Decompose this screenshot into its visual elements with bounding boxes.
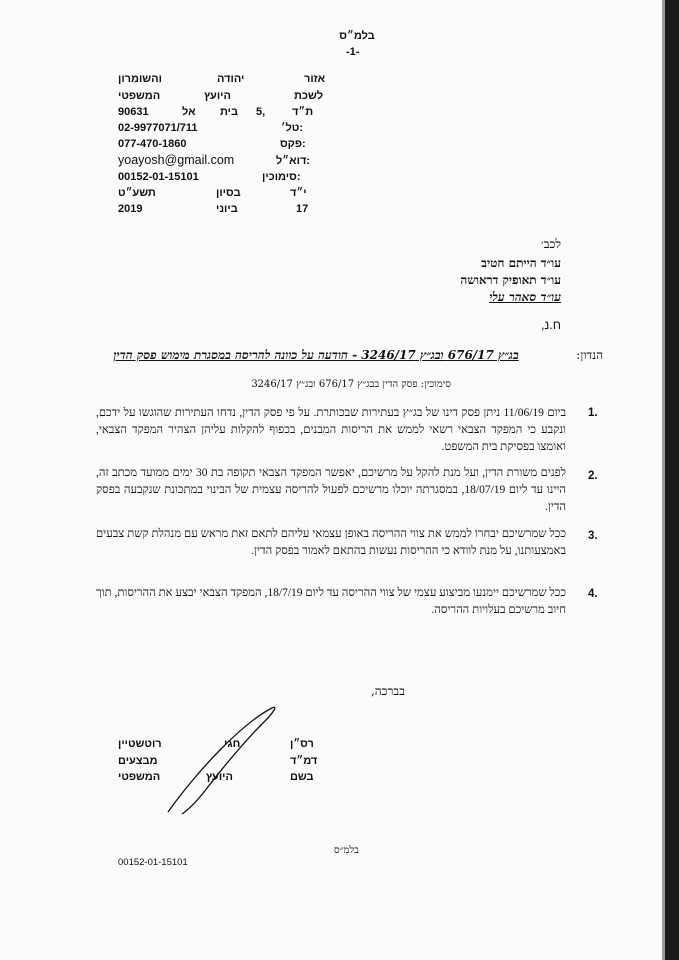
scan-edge [665, 0, 679, 960]
on-behalf-1: בשם [290, 771, 314, 783]
address-label: ת״ד [292, 106, 314, 118]
sender-org-3: והשומרון [118, 73, 162, 85]
recipient-1: עו״ד הייתם חטיב [481, 256, 561, 270]
paragraph-text: ככל שמרשיכם יימנעו מביצוע עצמי של צווי ההריסה עד ליום 18/7/19, המפקד הצבאי יבצע את ההריסות, תוך חיוב מרשיכם בעלויות ההריסה. [96, 587, 566, 616]
paragraph-number: 1. [588, 407, 598, 419]
date-year: 2019 [118, 203, 143, 215]
subject-text: בג״ץ 676/17 ובג״ץ 3246/17 - הודעה על כוונה להריסה במסגרת מימוש פסק הדין [113, 348, 519, 362]
paragraph-number: 4. [588, 588, 598, 600]
date-hebrew-day: י״ד [290, 187, 307, 199]
recipient-3: עו״ד סאהר עלי [489, 290, 561, 304]
ref-label: סימוכין: [262, 171, 301, 183]
sender-org-1: אזור [304, 73, 326, 85]
paragraph-text: ככל שמרשיכם יבחרו לממש את צווי ההריסה באופן עצמאי עליהם לתאם זאת מראש עם מנהלת קשת צבעים באמצעותנו, על מנת לוודא כי ההריסות נעשות בהתאם לאמור בפסק הדין. [96, 528, 566, 557]
email-label: דוא״ל: [276, 155, 311, 167]
on-behalf-3: המשפטי [118, 771, 161, 783]
date-hebrew-month: בסיון [216, 187, 241, 199]
scan-edge-shadow [662, 0, 665, 960]
classification-bottom: בלמ״ס [334, 845, 359, 856]
footer-ref: 00152-01-15101 [118, 857, 188, 868]
signer-role-dept: מבצעים [118, 755, 158, 767]
email-value: yoayosh@gmail.com [118, 153, 235, 167]
on-behalf-2: היועץ [206, 771, 233, 783]
fax-value: 077-470-1860 [118, 138, 187, 150]
sender-office-2: היועץ [204, 90, 231, 102]
greeting: ח.נ, [540, 318, 561, 332]
phone-label: טל׳: [281, 122, 303, 134]
recipient-2: עו״ד תאופיק דראושה [460, 273, 561, 287]
signer-first-name: חגי [224, 738, 241, 750]
subject-label: הנדון: [576, 348, 603, 362]
date-day: 17 [296, 203, 309, 215]
subject-ref: סימוכין: פסק הדין בבג״ץ 676/17 ובג״ץ 3246/17 [251, 379, 451, 390]
address-part-3: אל [182, 106, 196, 118]
sender-office-3: המשפטי [118, 90, 161, 102]
classification-top: בלמ״ס [339, 30, 375, 42]
signer-role: דמ״ד [290, 755, 318, 767]
date-hebrew-year: תשע״ט [118, 187, 156, 199]
signer-rank: רס״ן [290, 738, 314, 750]
phone-value: 02-9977071/711 [118, 122, 198, 134]
paragraph-text: לפנים משורת הדין, ועל מנת להקל על מרשיכם, יאפשר המפקד הצבאי תקופה בת 30 ימים ממועד מכתב זה, היינו עד ליום 18/07/19, במסגרתה יוכלו מרשיכם לפעול להריסה עצמית של הבינוי במתכונת שנקבעה בפסק הדין. [96, 467, 566, 513]
address-part-2: בית [220, 106, 239, 118]
fax-label: פקס: [280, 138, 306, 150]
page-number: -1- [346, 46, 360, 58]
sender-org-2: יהודה [217, 73, 245, 85]
paragraph-text: ביום 11/06/19 ניתן פסק דינו של בג״ץ בעתירות שבכותרת. על פי פסק הדין, נדחו העתירות שהוגשו על ידכם, ונקבע כי המפקד הצבאי רשאי לממש את הריסות המבנים, בכפוף להקלות עליהן הצהיר המפקד הצבאי, ואומצו בפסיקת בית המשפט. [96, 407, 566, 453]
sender-office-1: לשכת [294, 90, 324, 102]
address-part-4: 90631 [118, 106, 149, 118]
recipients-label: לכב׳ [540, 237, 561, 251]
handwritten-signature [160, 700, 290, 820]
date-month: ביוני [216, 203, 238, 215]
address-part-1: 5, [256, 106, 266, 118]
paragraph-number: 3. [588, 530, 598, 542]
paragraph-number: 2. [588, 470, 598, 482]
ref-value: 00152-01-15101 [118, 171, 199, 183]
closing: בברכה, [370, 684, 405, 698]
signer-last-name: רוטשטיין [118, 738, 162, 750]
